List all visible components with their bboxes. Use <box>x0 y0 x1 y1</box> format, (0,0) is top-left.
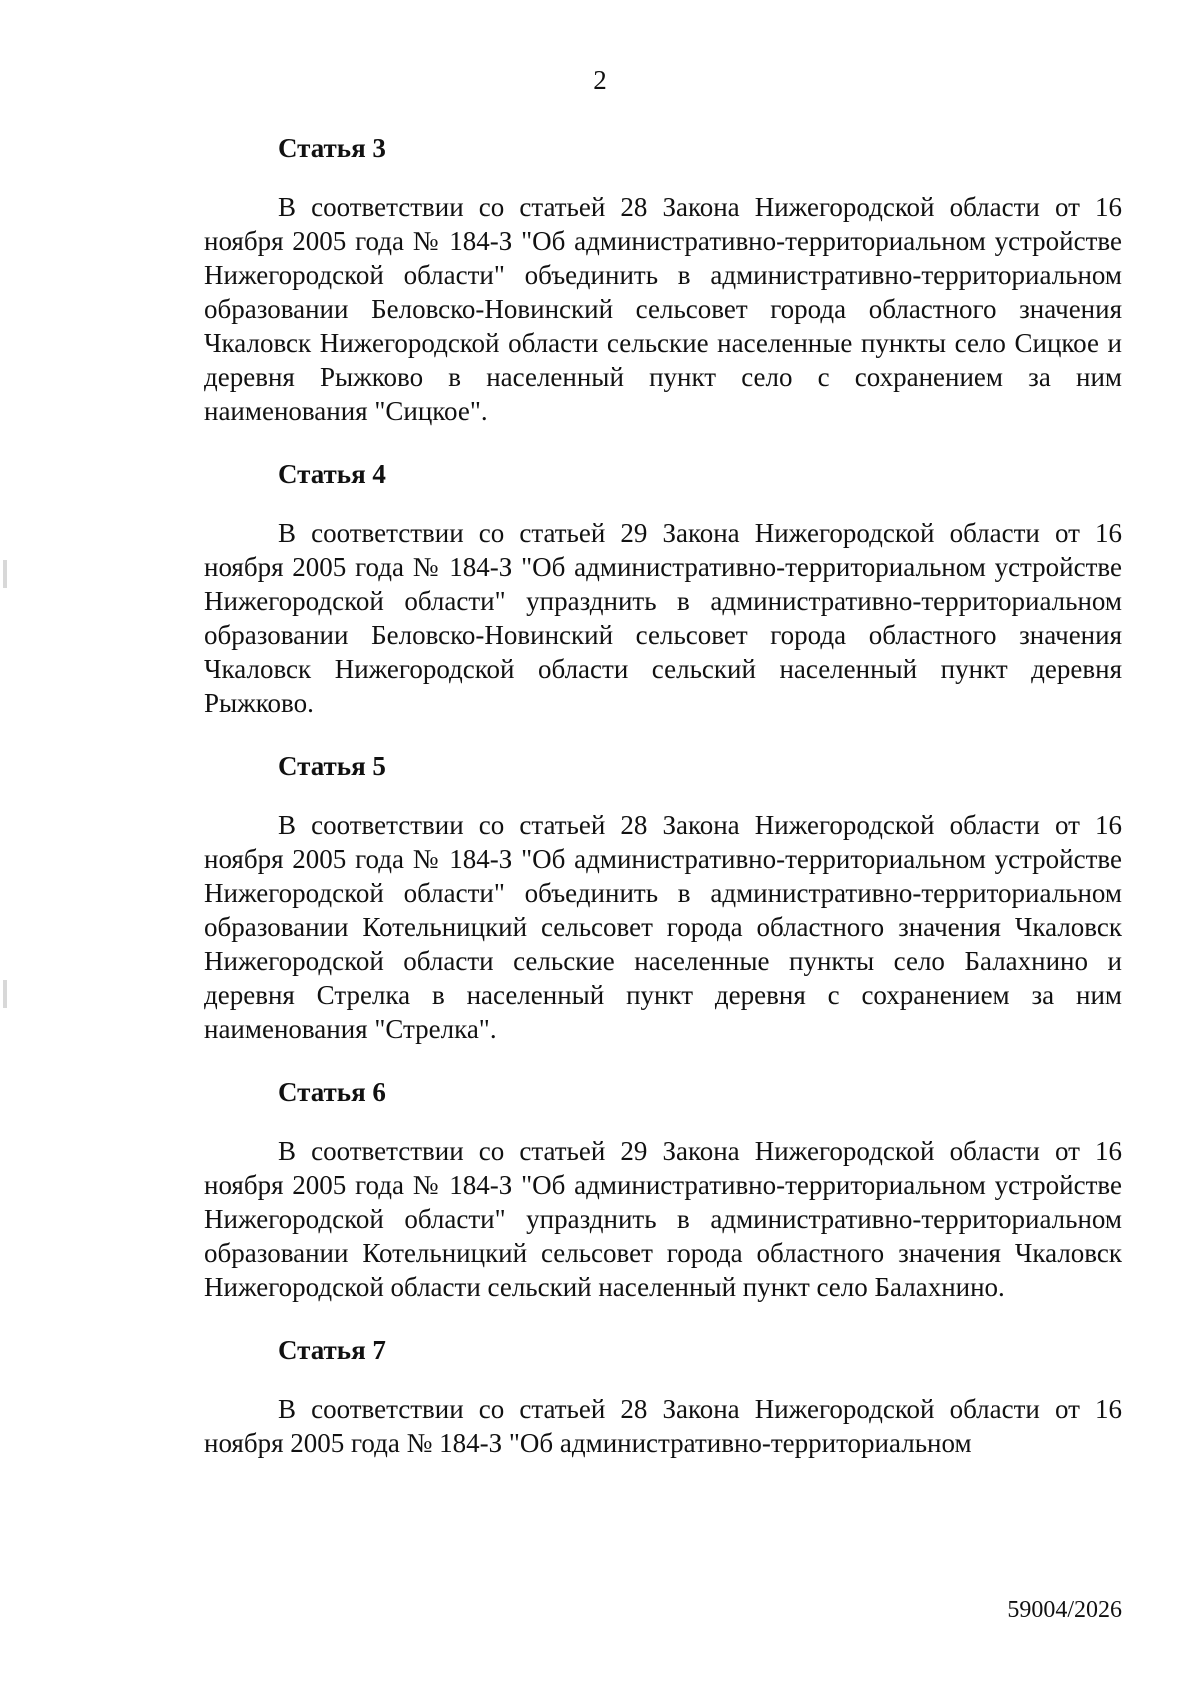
scan-edge-mark <box>3 560 7 588</box>
article-7 <box>204 1334 1122 1460</box>
scan-edge-mark <box>3 980 7 1008</box>
article-5 <box>204 750 1122 1046</box>
article-text: В соответствии со статьей 28 Закона Нижегородской области от 16 ноября 2005 года № 184-З "Об административно-территориальном устройстве Нижегородской области" объединить в административно-территориальном образовании Котельницкий сельсовет города областного значения Чкаловск Нижегородской области сельские населенные пункты село Балахнино и деревня Стрелка в населенный пункт деревня с сохранением за ним наименования "Стрелка". <box>204 810 1122 1044</box>
article-text: В соответствии со статьей 28 Закона Нижегородской области от 16 ноября 2005 года № 184-З "Об административно-территориальном <box>204 1394 1122 1458</box>
article-title: Статья 7 <box>278 1335 386 1365</box>
article-6 <box>204 1076 1122 1304</box>
article-title: Статья 4 <box>278 459 386 489</box>
document-number: 59004/2026 <box>1007 1597 1122 1623</box>
article-title: Статья 6 <box>278 1077 386 1107</box>
article-4 <box>204 458 1122 720</box>
article-text: В соответствии со статьей 29 Закона Нижегородской области от 16 ноября 2005 года № 184-З "Об административно-территориальном устройстве Нижегородской области" упразднить в административно-территориальном образовании Беловско-Новинский сельсовет города областного значения Чкаловск Нижегородской области сельский населенный пункт деревня Рыжково. <box>204 518 1122 718</box>
article-title: Статья 3 <box>278 133 386 163</box>
page-number: 2 <box>593 65 607 95</box>
article-text: В соответствии со статьей 28 Закона Нижегородской области от 16 ноября 2005 года № 184-З "Об административно-территориальном устройстве Нижегородской области" объединить в административно-территориальном образовании Беловско-Новинский сельсовет города областного значения Чкаловск Нижегородской области сельские населенные пункты село Сицкое и деревня Рыжково в населенный пункт село с сохранением за ним наименования "Сицкое". <box>204 192 1122 426</box>
document-body <box>204 132 1122 1460</box>
article-text: В соответствии со статьей 29 Закона Нижегородской области от 16 ноября 2005 года № 184-З "Об административно-территориальном устройстве Нижегородской области" упразднить в административно-территориальном образовании Котельницкий сельсовет города областного значения Чкаловск Нижегородской области сельский населенный пункт село Балахнино. <box>204 1136 1122 1302</box>
article-title: Статья 5 <box>278 751 386 781</box>
article-3 <box>204 132 1122 428</box>
